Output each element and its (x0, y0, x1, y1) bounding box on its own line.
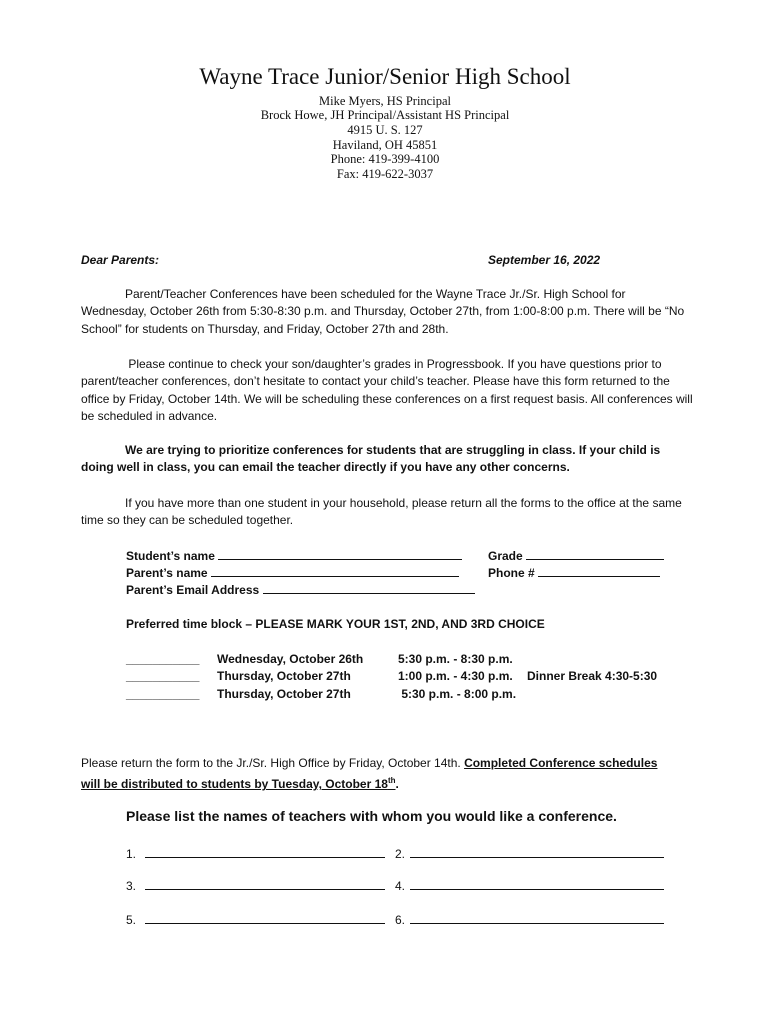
teacher-number-6: 6. (395, 913, 406, 927)
return-note-text: Please return the form to the Jr./Sr. High Office by Friday, October 14th. (81, 756, 465, 770)
teacher-blank-1[interactable] (145, 845, 385, 858)
teacher-blank-4[interactable] (410, 877, 664, 890)
header-line-principal: Mike Myers, HS Principal (319, 94, 451, 108)
time-option-blank-3[interactable]: ___________ (126, 687, 200, 701)
teacher-line-1[interactable] (126, 845, 385, 863)
parent-name-blank[interactable] (211, 564, 459, 577)
header-line-phone: Phone: 419-399-4100 (330, 152, 440, 166)
parent-name-label: Parent’s name (126, 566, 208, 580)
time-block-heading: Preferred time block – PLEASE MARK YOUR 1ST, 2ND, AND 3RD CHOICE (126, 617, 545, 631)
grade-label: Grade (488, 549, 523, 563)
return-note-sup: th (387, 776, 396, 786)
time-option-note-2: Dinner Break 4:30-5:30 (527, 669, 658, 683)
paragraph-progressbook-text: Please continue to check your son/daughter’s grades in Progressbook. If you have questions prior to parent/teacher conferences, don’t hesitate to contact your child’s teacher. Please have this form returned to the office by Friday, October 14th. We will be scheduling these conferences on a first request basis. All conferences will be scheduled in advance. (81, 357, 693, 423)
grade-field[interactable] (488, 547, 664, 565)
teachers-heading: Please list the names of teachers with whom you would like a conference. (126, 808, 617, 824)
return-note-underlined-2-text: will be distributed to students by Tuesday, October 18 (81, 777, 388, 792)
student-name-label: Student’s name (126, 549, 215, 563)
time-option-day-1: Wednesday, October 26th (217, 652, 364, 666)
time-option-time-3: 5:30 p.m. - 8:00 p.m. (398, 687, 517, 701)
salutation: Dear Parents: (81, 253, 160, 267)
parent-name-field[interactable] (126, 564, 459, 582)
time-option-time-2: 1:00 p.m. - 4:30 p.m. (398, 669, 513, 683)
school-name: Wayne Trace Junior/Senior High School (199, 64, 571, 89)
phone-blank[interactable] (538, 564, 660, 577)
phone-field[interactable] (488, 564, 660, 582)
teacher-blank-6[interactable] (410, 911, 664, 924)
student-name-field[interactable] (126, 547, 462, 565)
teacher-number-4: 4. (395, 879, 406, 893)
teacher-number-2: 2. (395, 847, 406, 861)
paragraph-progressbook (81, 356, 693, 425)
paragraph-conferences-text: Parent/Teacher Conferences have been scheduled for the Wayne Trace Jr./Sr. High School for Wednesday, October 26th from 5:30-8:30 p.m. and Thursday, October 27th, from 1:00-8:00 p.m. There will be “No School” for students on Thursday, and Friday, October 27th and 28th. (81, 287, 685, 336)
teacher-line-3[interactable] (126, 877, 385, 895)
header-line-jh-principal: Brock Howe, JH Principal/Assistant HS Principal (260, 108, 510, 122)
letter-date: September 16, 2022 (488, 253, 601, 267)
time-option-day-3: Thursday, October 27th (217, 687, 351, 701)
paragraph-multiple-students (81, 495, 693, 530)
return-note-underlined-2 (81, 777, 396, 791)
teacher-number-5: 5. (126, 913, 137, 927)
teacher-number-1: 1. (126, 847, 137, 861)
grade-blank[interactable] (526, 547, 664, 560)
teacher-line-2[interactable] (395, 845, 664, 863)
time-option-time-1: 5:30 p.m. - 8:30 p.m. (398, 652, 513, 666)
paragraph-prioritize (81, 442, 693, 477)
teacher-number-3: 3. (126, 879, 137, 893)
teacher-blank-5[interactable] (145, 911, 385, 924)
time-option-day-2: Thursday, October 27th (217, 669, 351, 683)
email-label: Parent’s Email Address (126, 583, 260, 597)
student-name-blank[interactable] (218, 547, 462, 560)
paragraph-multiple-students-text: If you have more than one student in your household, please return all the forms to the office at the same time so they can be scheduled together. (81, 496, 682, 528)
header-line-city: Haviland, OH 45851 (332, 138, 438, 152)
time-option-blank-2[interactable]: ___________ (126, 669, 200, 683)
header-line-street: 4915 U. S. 127 (347, 123, 423, 137)
return-note-underlined-1: Completed Conference schedules (464, 756, 658, 770)
paragraph-prioritize-text: We are trying to prioritize conferences for students that are struggling in class. If your child is doing well in class, you can email the teacher directly if you have any other concerns. (81, 443, 661, 475)
time-option-blank-1[interactable]: ___________ (126, 652, 200, 666)
phone-label: Phone # (488, 566, 535, 580)
teacher-blank-2[interactable] (410, 845, 664, 858)
paragraph-conferences (81, 286, 693, 338)
teacher-blank-3[interactable] (145, 877, 385, 890)
teacher-line-4[interactable] (395, 877, 664, 895)
return-note-end: . (395, 777, 399, 792)
email-blank[interactable] (263, 581, 475, 594)
header-line-fax: Fax: 419-622-3037 (336, 167, 434, 181)
teacher-line-5[interactable] (126, 911, 385, 929)
teacher-line-6[interactable] (395, 911, 664, 929)
email-field[interactable] (126, 581, 475, 599)
return-note (81, 755, 701, 794)
